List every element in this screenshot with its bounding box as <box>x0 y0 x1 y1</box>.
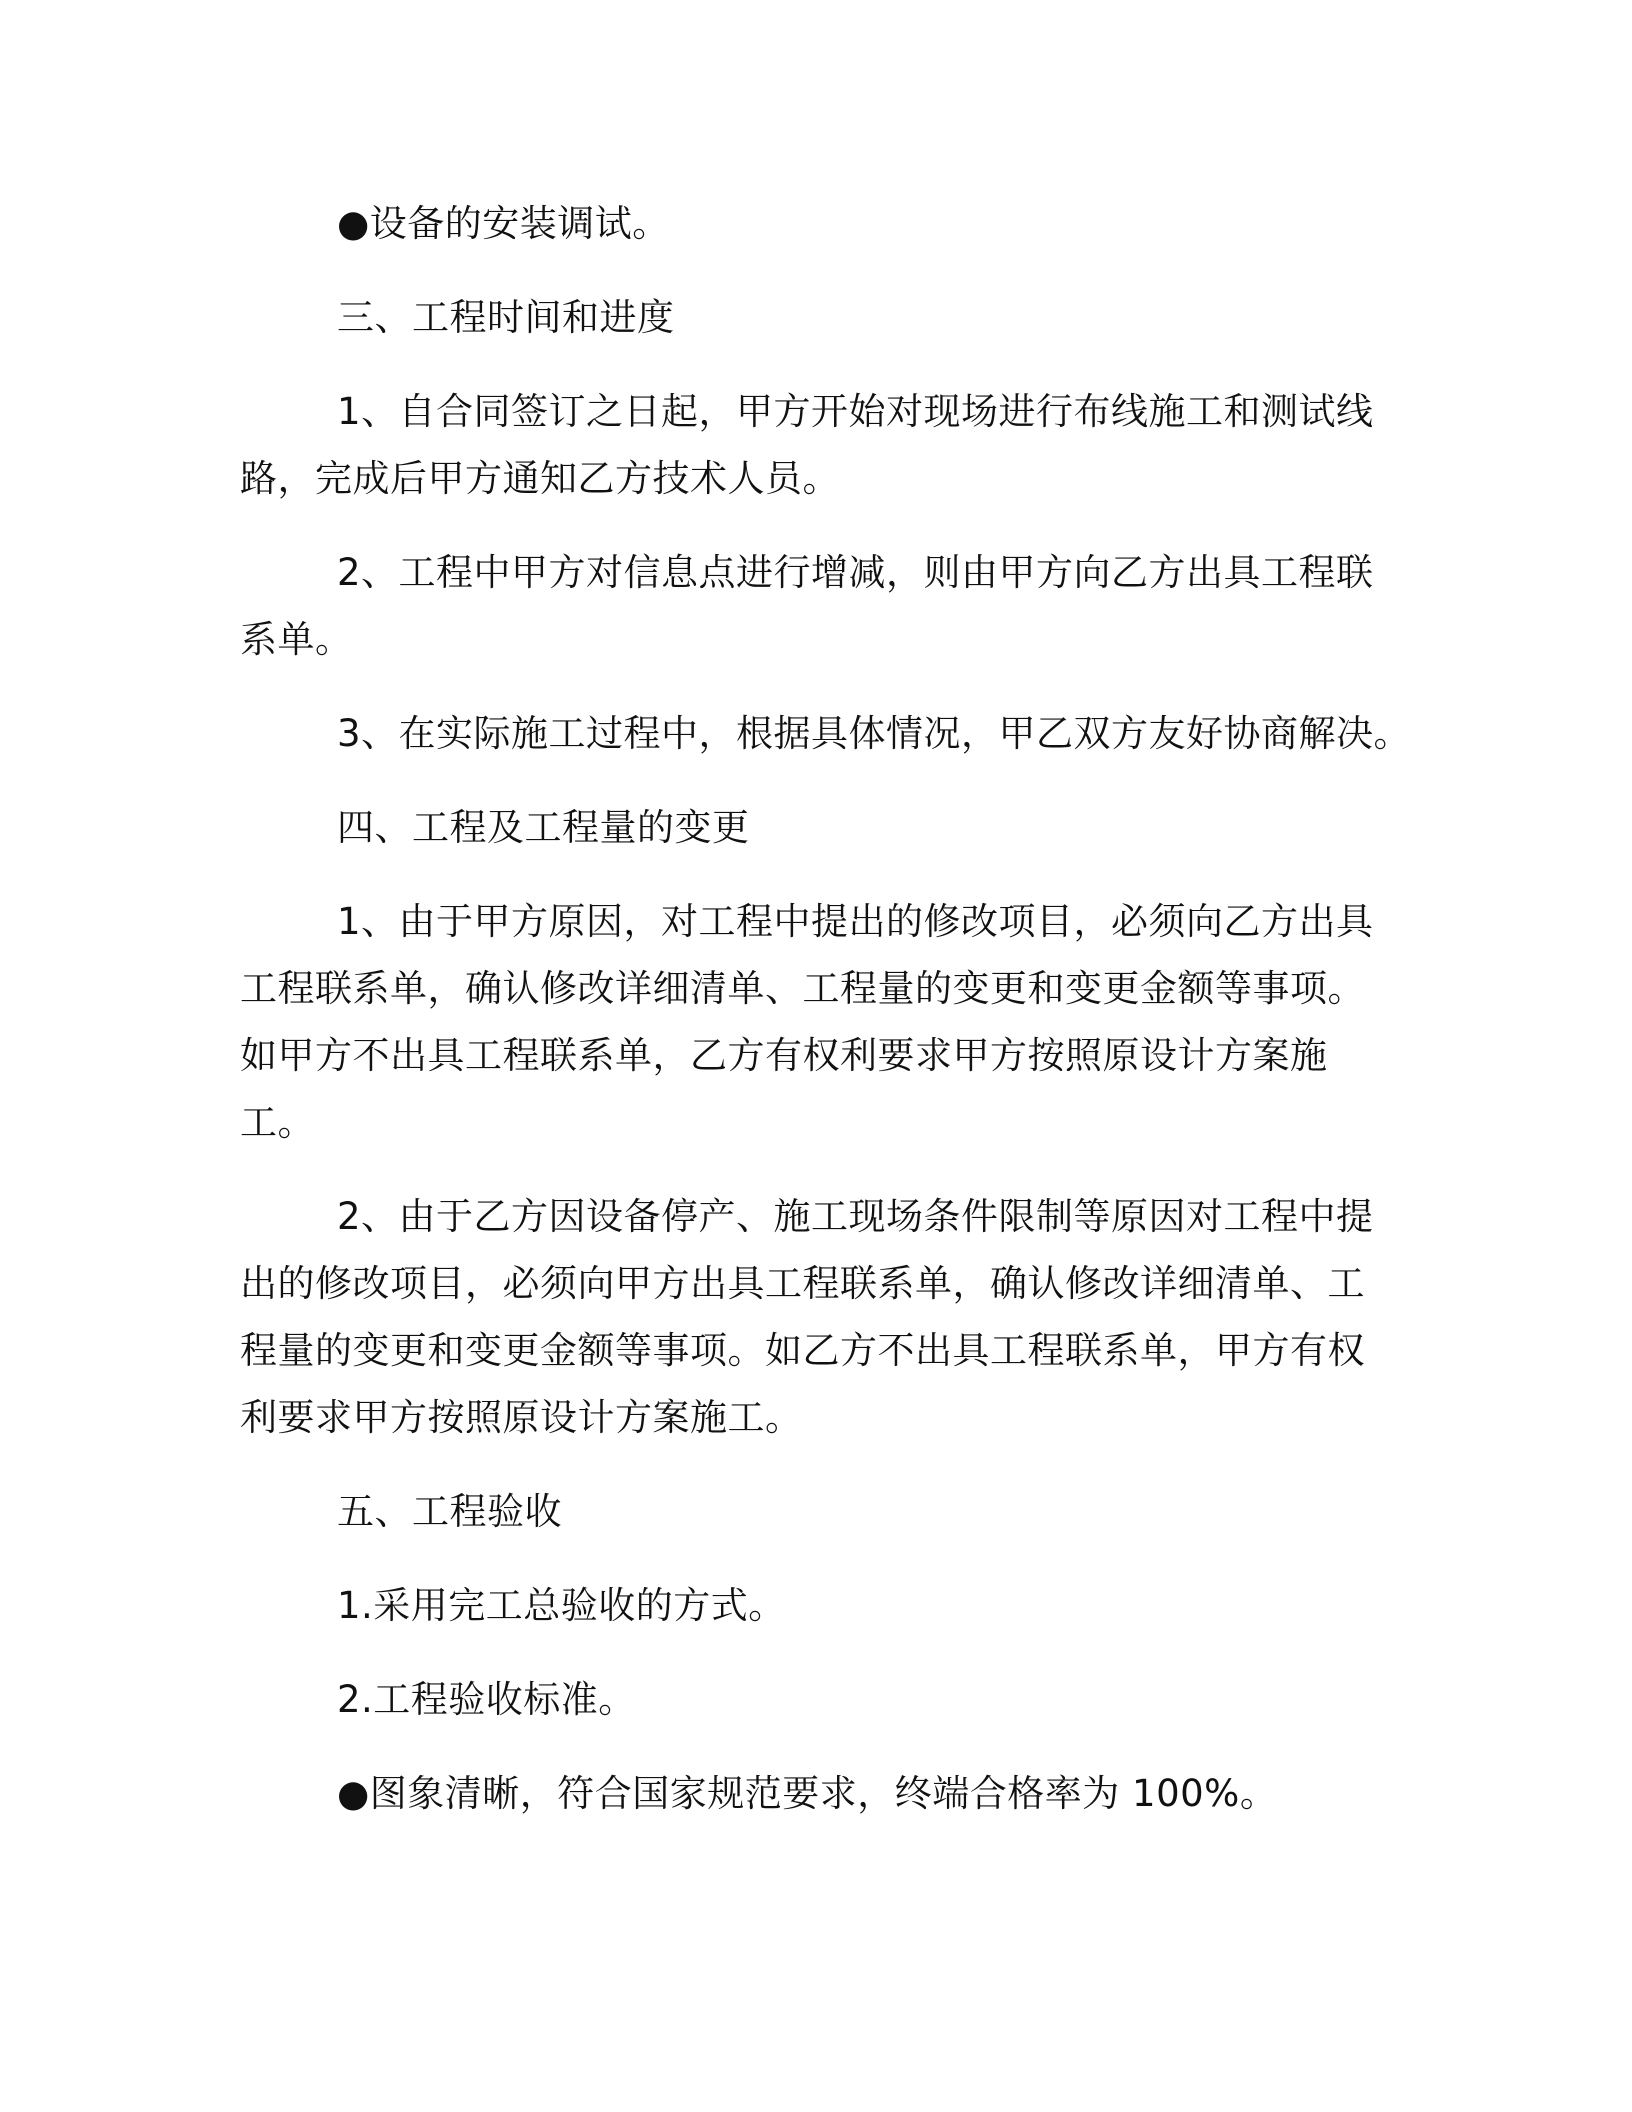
clause-changes-1: 1、由于甲方原因，对工程中提出的修改项目，必须向乙方出具工程联系单，确认修改详细清单、工程量的变更和变更金额等事项。如甲方不出具工程联系单，乙方有权利要求甲方按照原设计方案施工。 <box>240 900 1374 1144</box>
clause-changes-2: 2、由于乙方因设备停产、施工现场条件限制等原因对工程中提出的修改项目，必须向甲方出具工程联系单，确认修改详细清单、工程量的变更和变更金额等事项。如乙方不出具工程联系单，甲方有权利要求甲方按照原设计方案施工。 <box>240 1195 1374 1439</box>
section-heading-changes: 四、工程及工程量的变更 <box>337 806 750 849</box>
clause-schedule-1: 1、自合同签订之日起，甲方开始对现场进行布线施工和测试线路，完成后甲方通知乙方技术人员。 <box>240 390 1374 500</box>
section-heading-acceptance: 五、工程验收 <box>337 1490 562 1533</box>
bullet-item-equipment-installation: ●设备的安装调试。 <box>337 202 670 245</box>
clause-acceptance-1: 1.采用完工总验收的方式。 <box>337 1584 786 1627</box>
bullet-item-image-quality: ●图象清晰，符合国家规范要求，终端合格率为 100%。 <box>337 1772 1278 1815</box>
clause-schedule-2: 2、工程中甲方对信息点进行增减，则由甲方向乙方出具工程联系单。 <box>240 551 1374 661</box>
clause-schedule-3: 3、在实际施工过程中，根据具体情况，甲乙双方友好协商解决。 <box>337 712 1412 755</box>
section-heading-schedule: 三、工程时间和进度 <box>337 296 675 339</box>
document-body <box>240 190 1412 1854</box>
clause-acceptance-2: 2.工程验收标准。 <box>337 1678 636 1721</box>
